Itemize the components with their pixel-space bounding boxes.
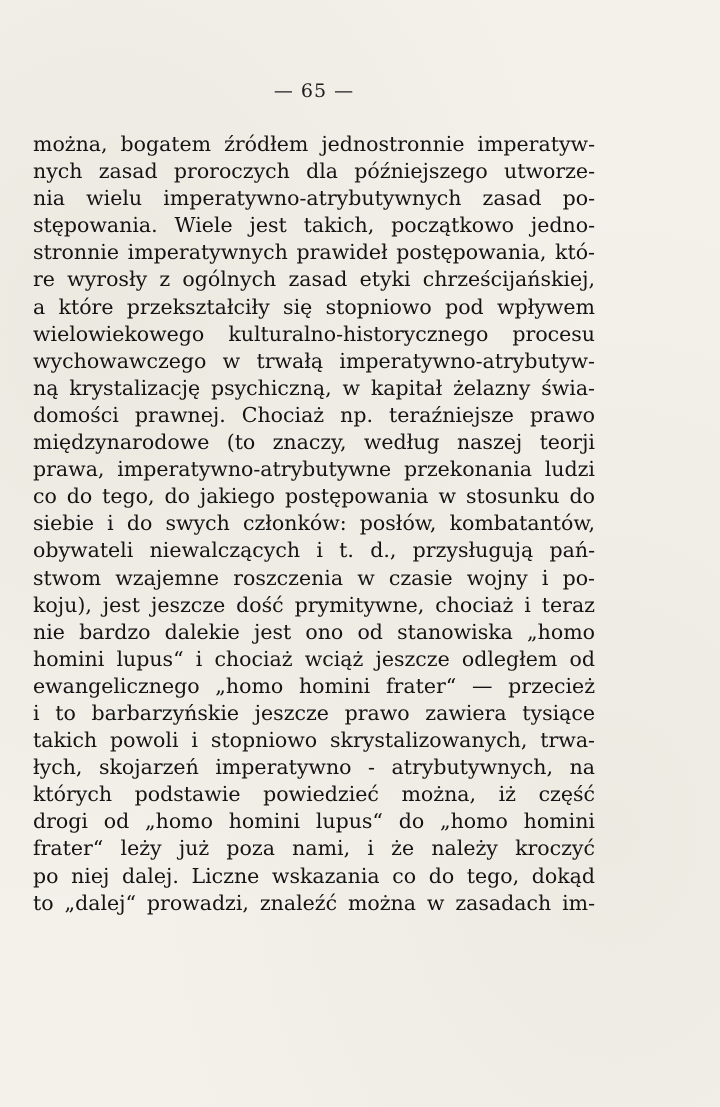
text-line: domości prawnej. Chociaż np. teraźniejsze prawo <box>33 402 595 427</box>
text-line: stępowania. Wiele jest takich, początkowo jedno- <box>33 213 595 238</box>
text-line: co do tego, do jakiego postępowania w stosunku do <box>33 484 595 509</box>
text-line: obywateli niewalczących i t. d., przysługują pań- <box>33 538 595 563</box>
text-line: koju), jest jeszcze dość prymitywne, chociaż i teraz <box>33 592 595 617</box>
text-line: stwom wzajemne roszczenia w czasie wojny i po- <box>33 565 595 590</box>
text-line: to „dalej“ prowadzi, znaleźć można w zasadach im- <box>33 890 595 915</box>
text-line: stronnie imperatywnych prawideł postępowania, któ- <box>33 240 595 265</box>
text-line: nych zasad proroczych dla późniejszego utworze- <box>33 159 595 184</box>
text-line: frater“ leży już poza nami, i że należy kroczyć <box>33 836 595 861</box>
text-line: siebie i do swych członków: posłów, kombatantów, <box>33 511 595 536</box>
text-line: nie bardzo dalekie jest ono od stanowiska „homo <box>33 619 595 644</box>
text-line: łych, skojarzeń imperatywno - atrybutywnych, na <box>33 755 595 780</box>
text-line: prawa, imperatywno-atrybutywne przekonania ludzi <box>33 457 595 482</box>
page-number: — 65 — <box>273 80 355 102</box>
text-line: których podstawie powiedzieć można, iż część <box>33 782 595 807</box>
text-line: wielowiekowego kulturalno-historycznego procesu <box>33 321 595 346</box>
text-line: homini lupus“ i chociaż wciąż jeszcze odległem od <box>33 646 595 671</box>
text-line: międzynarodowe (to znaczy, według naszej teorji <box>33 430 595 455</box>
text-line: ną krystalizację psychiczną, w kapitał żelazny świa- <box>33 375 595 400</box>
text-line: nia wielu imperatywno-atrybutywnych zasad po- <box>33 186 595 211</box>
text-line: re wyrosły z ogólnych zasad etyki chrześcijańskiej, <box>33 267 595 292</box>
text-line: i to barbarzyńskie jeszcze prawo zawiera tysiące <box>33 700 595 725</box>
body-text <box>33 131 595 917</box>
text-line: można, bogatem źródłem jednostronnie imperatyw- <box>33 132 595 156</box>
text-line: drogi od „homo homini lupus“ do „homo homini <box>33 809 595 834</box>
text-line: ewangelicznego „homo homini frater“ — przecież <box>33 673 595 698</box>
text-line: po niej dalej. Liczne wskazania co do tego, dokąd <box>33 863 595 888</box>
text-line: a które przekształciły się stopniowo pod wpływem <box>33 294 595 319</box>
text-line: takich powoli i stopniowo skrystalizowanych, trwa- <box>33 728 595 753</box>
text-line: wychowawczego w trwałą imperatywno-atrybutyw- <box>33 348 595 373</box>
